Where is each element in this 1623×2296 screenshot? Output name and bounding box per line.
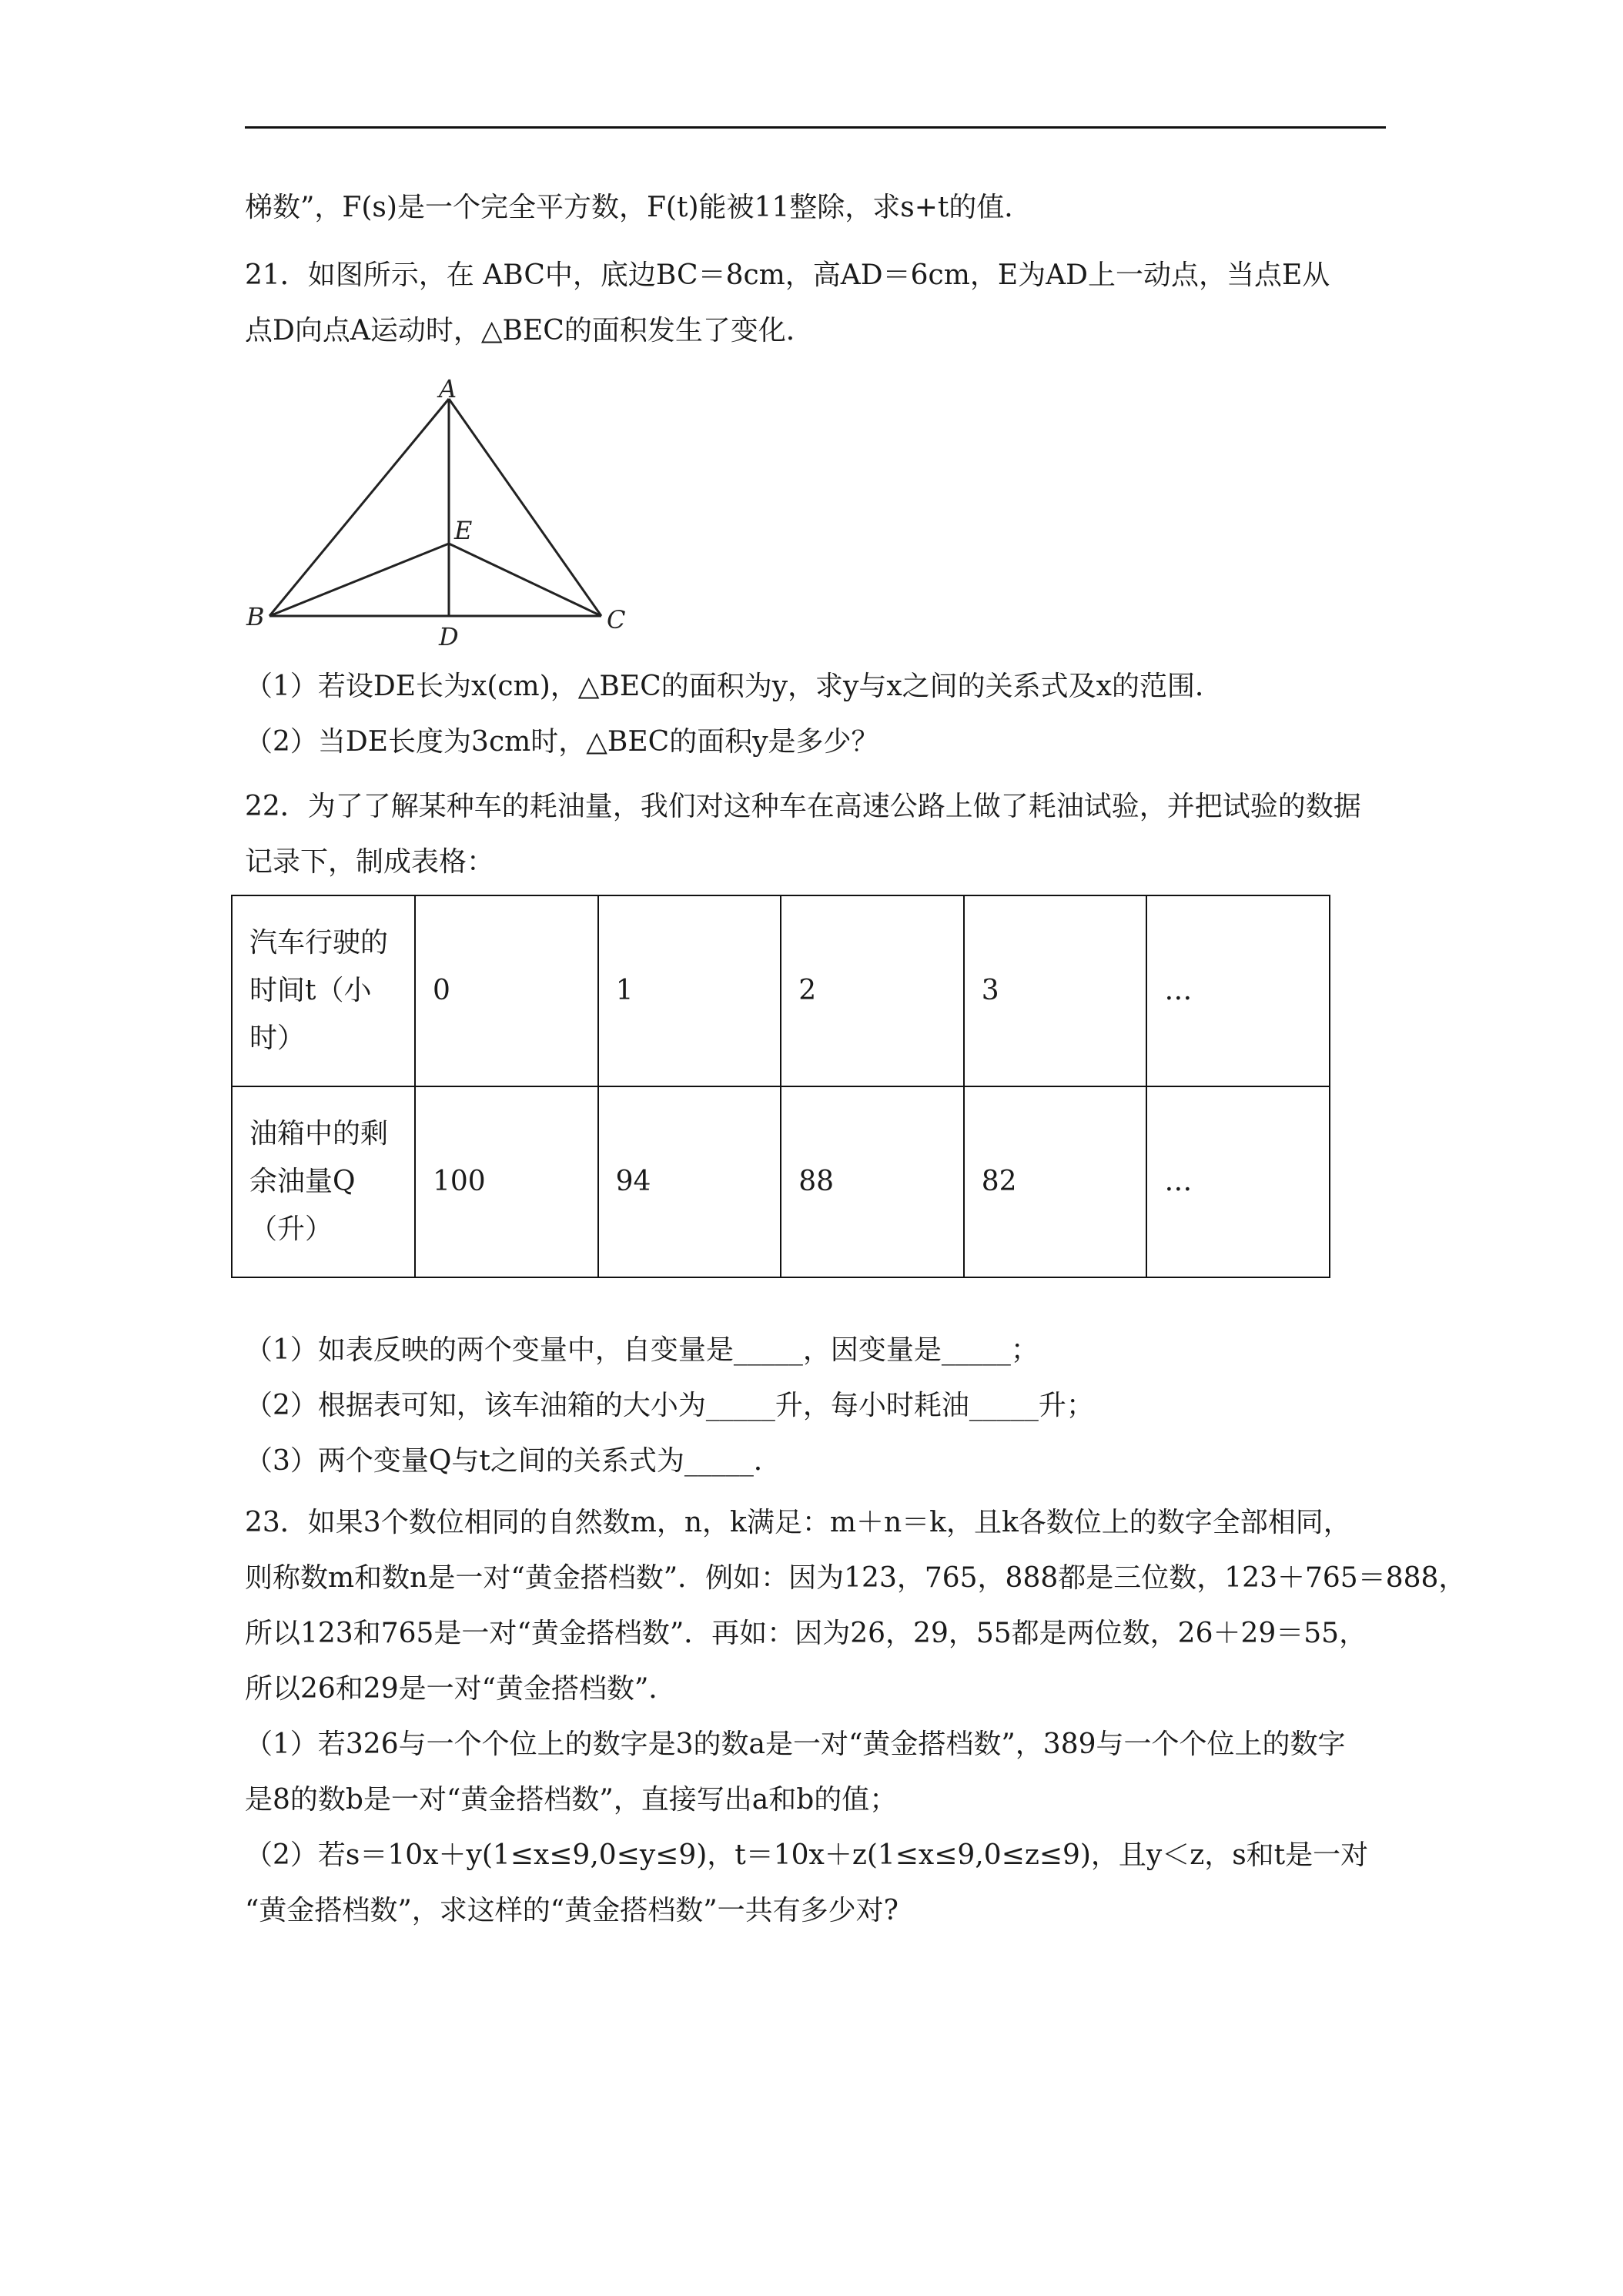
edge-ac xyxy=(449,399,601,616)
segment-ce xyxy=(449,544,601,616)
q22-line-1: 22．为了了解某种车的耗油量，我们对这种车在高速公路上做了耗油试验，并把试验的数据 xyxy=(245,791,1361,822)
q23-line-4: 所以26和29是一对“黄金搭档数”． xyxy=(245,1673,677,1705)
q21-part-1: （1）若设DE长为x(cm)，△BEC的面积为y，求y与x之间的关系式及x的范围． xyxy=(245,671,1223,702)
table-cell: 2 xyxy=(781,895,964,1086)
header-rule xyxy=(245,126,1386,129)
q22-part-1: （1）如表反映的两个变量中，自变量是_____，因变量是_____； xyxy=(245,1334,1039,1366)
fuel-data-table xyxy=(231,895,1330,1278)
q23-part-1-line-2: 是8的数b是一对“黄金搭档数”，直接写出a和b的值； xyxy=(245,1784,898,1816)
row-header-time: 汽车行驶的 时间t（小 时） xyxy=(232,895,415,1086)
table-cell: 88 xyxy=(781,1086,964,1277)
table-cell: 3 xyxy=(964,895,1147,1086)
triangle-figure xyxy=(245,377,630,647)
q23-part-2-line-1: （2）若s＝10x＋y(1≤x≤9,0≤y≤9)，t＝10x＋z(1≤x≤9,0≤z≤9)，且y＜z，s和t是一对 xyxy=(245,1839,1369,1871)
table-cell: 1 xyxy=(598,895,781,1086)
q23-part-1-line-1: （1）若326与一个个位上的数字是3的数a是一对“黄金搭档数”，389与一个个位上的数字 xyxy=(245,1729,1346,1760)
table-cell: 94 xyxy=(598,1086,781,1277)
q23-line-2: 则称数m和数n是一对“黄金搭档数”．例如：因为123，765，888都是三位数，123＋765＝888， xyxy=(245,1562,1467,1594)
label-e: E xyxy=(454,516,473,545)
table-cell: 100 xyxy=(415,1086,598,1277)
q23-part-2-line-2: “黄金搭档数”，求这样的“黄金搭档数”一共有多少对? xyxy=(245,1895,899,1926)
q23-line-3: 所以123和765是一对“黄金搭档数”．再如：因为26，29，55都是两位数，26＋29＝55， xyxy=(245,1618,1367,1649)
table-cell: 0 xyxy=(415,895,598,1086)
row-header-fuel: 油箱中的剩 余油量Q （升） xyxy=(232,1086,415,1277)
table-row-fuel xyxy=(232,1086,1330,1277)
q21-part-2: （2）当DE长度为3cm时，△BEC的面积y是多少？ xyxy=(245,726,879,758)
q23-line-1: 23．如果3个数位相同的自然数m，n，k满足：m＋n＝k，且k各数位上的数字全部相同， xyxy=(245,1507,1351,1538)
table-cell: 82 xyxy=(964,1086,1147,1277)
q22-part-2: （2）根据表可知，该车油箱的大小为_____升，每小时耗油_____升； xyxy=(245,1390,1094,1421)
label-b: B xyxy=(246,602,265,631)
q22-line-2: 记录下，制成表格： xyxy=(245,846,495,878)
label-d: D xyxy=(439,622,459,647)
q21-line-1: 21．如图所示，在 ABC中，底边BC＝8cm，高AD＝6cm，E为AD上一动点，当点E从 xyxy=(245,259,1330,291)
table-cell: … xyxy=(1146,1086,1330,1277)
q22-part-3: （3）两个变量Q与t之间的关系式为_____． xyxy=(245,1445,781,1477)
edge-ab xyxy=(269,399,449,616)
q21-line-2: 点D向点A运动时，△BEC的面积发生了变化． xyxy=(245,315,814,346)
label-a: A xyxy=(439,377,457,403)
segment-be xyxy=(269,544,449,616)
intro-line: 梯数”，F(s)是一个完全平方数，F(t)能被11整除，求s+t的值． xyxy=(245,192,1032,223)
label-c: C xyxy=(607,605,626,634)
table-row-time xyxy=(232,895,1330,1086)
table-cell: … xyxy=(1146,895,1330,1086)
